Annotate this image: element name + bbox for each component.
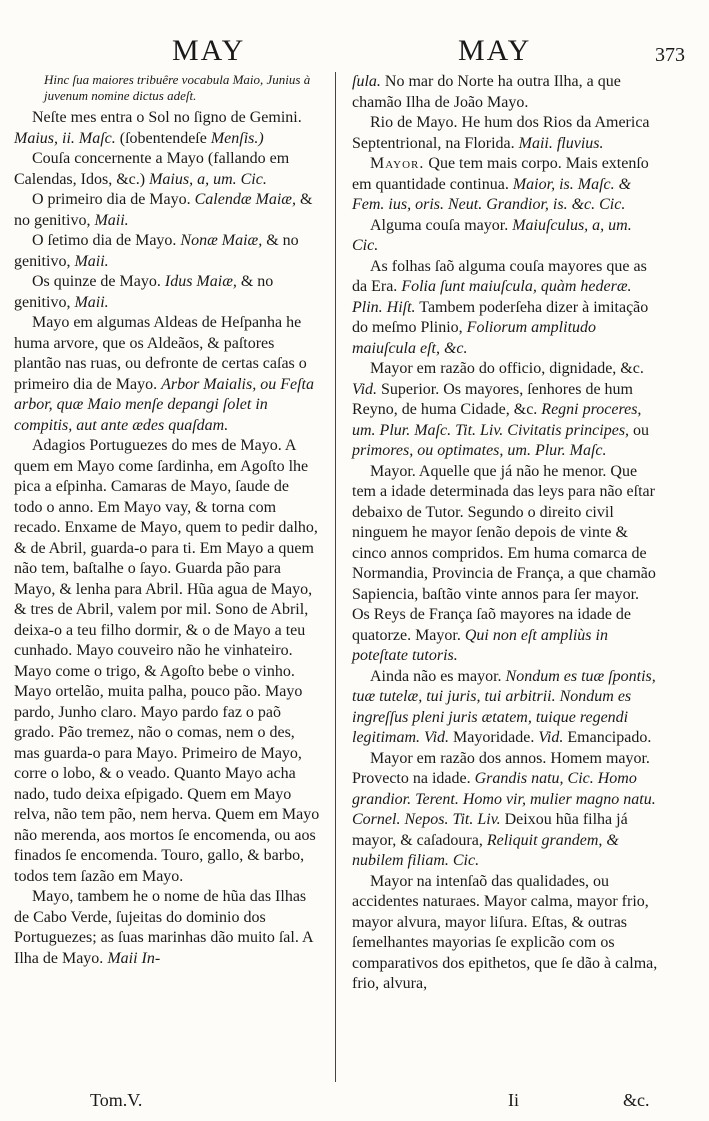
entry-paragraph bbox=[352, 667, 658, 749]
entry-text: Os quinze de Mayo. bbox=[32, 273, 161, 290]
entry-paragraph bbox=[14, 108, 320, 149]
catchword: &c. bbox=[623, 1090, 650, 1110]
entry-paragraph bbox=[352, 749, 658, 872]
entry-text: As folhas ſaõ alguma couſa mayores que as da Era. bbox=[352, 257, 647, 295]
entry-paragraph bbox=[352, 462, 658, 667]
entry-text: Mayor. Aquelle que já não he menor. Que tem a idade determinada das leys para não eſtar debaixo de Tutor. Segundo o direito civil ninguem he mayor ſenão depois de vinte & cinco annos compridos. Em huma comarca de Normandia, Provincia de França, a que chamão Sapiencia, baſtão vinte annos para ſer mayor. Os Reys de França ſaõ mayores na idade de quatorze. Mayor. bbox=[352, 462, 656, 644]
entry-paragraph bbox=[352, 872, 658, 995]
entry-text: O ſetimo dia de Mayo. bbox=[32, 232, 177, 249]
entry-text: O primeiro dia de Mayo. bbox=[32, 191, 191, 208]
right-column bbox=[352, 72, 658, 995]
latin-text: Foliorum amplitudo maiuſcula eſt, &c. bbox=[352, 319, 597, 357]
entry-paragraph bbox=[352, 72, 658, 113]
latin-text: Maiuſculus, a, um. Cic. bbox=[352, 216, 632, 254]
entry-text: Emancipado. bbox=[567, 729, 652, 746]
latin-text: primores, ou optimates, um. Plur. Maſc. bbox=[352, 442, 607, 459]
entry-paragraph bbox=[352, 216, 658, 257]
entry-text: Couſa concernente a Mayo (fallando em Calendas, Idos, &c.) bbox=[14, 150, 290, 188]
entry-paragraph bbox=[352, 154, 658, 216]
entry-paragraph bbox=[14, 190, 320, 231]
latin-text: Maii In- bbox=[107, 949, 161, 967]
signature-mark: Ii bbox=[508, 1090, 519, 1110]
latin-text: Grandis natu, Cic. Homo grandior. Terent. Homo vir, mulier magno natu. Cornel. Nepos. Tit. Liv. bbox=[352, 770, 656, 828]
entry-text: & no genitivo, bbox=[14, 232, 299, 270]
entry-paragraph bbox=[14, 272, 320, 313]
running-head-right: MAY bbox=[458, 34, 532, 67]
entry-paragraph bbox=[14, 436, 320, 887]
latin-text: Vid. bbox=[352, 380, 378, 398]
left-column bbox=[14, 72, 320, 969]
latin-text: Idus Maiæ, bbox=[164, 273, 237, 290]
entry-text: Mayo em algumas Aldeas de Heſpanha he huma arvore, que os Aldeãos, & paſtores plantão nas ruas, ou defronte de certas caſas o primeiro dia de Mayo. bbox=[14, 314, 307, 393]
latin-text: Menſis.) bbox=[210, 129, 264, 147]
entry-text: Mayoridade. bbox=[453, 729, 535, 746]
latin-text: Maius, a, um. Cic. bbox=[149, 170, 267, 188]
epigraph: Hinc ſua maiores tribuêre vocabula Maio, Junius à juvenum nomine dictus adeſt. bbox=[44, 72, 311, 103]
entry-text: Superior. Os mayores, ſenhores de hum Reyno, de huma Cidade, &c. bbox=[352, 380, 633, 418]
latin-text: Folia ſunt maiuſcula, quàm hederæ. Plin. Hiſt. bbox=[352, 278, 632, 316]
entry-paragraph bbox=[14, 149, 320, 190]
latin-text: Nonæ Maiæ, bbox=[180, 232, 263, 249]
entry-paragraph bbox=[14, 313, 320, 436]
entry-text: Tambem poderſeha dizer à imitação do meſmo Plinio, bbox=[352, 298, 649, 336]
latin-text: Nondum es tuæ ſpontis, tuæ tutelæ, tui juris, tui arbitrii. Nondum es ingreſſus pleni juris ætatem, tuique regendi legitimam. Vid. bbox=[352, 667, 656, 746]
latin-text: Regni proceres, um. Plur. Maſc. Tit. Liv. Civitatis principes, bbox=[352, 401, 642, 439]
entry-paragraph bbox=[14, 231, 320, 272]
entry-paragraph bbox=[14, 887, 320, 969]
volume-signature: Tom.V. bbox=[90, 1090, 143, 1110]
entry-paragraph bbox=[352, 359, 658, 462]
page-number: 373 bbox=[655, 44, 685, 66]
latin-text: Arbor Maialis, ou Feſta arbor, quæ Maio menſe depangi ſolet in compitis, aut ante ædes quaſdam. bbox=[14, 375, 314, 434]
entry-text: & no genitivo, bbox=[14, 273, 274, 311]
entry-text: Rio de Mayo. He hum dos Rios da America Septentrional, na Florida. bbox=[352, 114, 650, 152]
entry-text: Alguma couſa mayor. bbox=[370, 216, 509, 234]
latin-text: Reliquit grandem, & nubilem filiam. Cic. bbox=[352, 831, 619, 869]
latin-text: Calendæ Maiæ, bbox=[194, 191, 296, 208]
entry-paragraph bbox=[352, 113, 658, 154]
running-head-left: MAY bbox=[172, 34, 246, 67]
latin-text: Maii. bbox=[94, 211, 129, 229]
entry-text: Adagios Portuguezes do mes de Mayo. A quem em Mayo come ſardinha, em Agoſto lhe pica a eſpinha. Camaras de Mayo, ſaude de todo o anno. Em Mayo vay, & torna com recado. Enxame de Mayo, quem to pedir dalho, & de Abril, guarda-o para ti. Em Mayo a quem não tem, baſtalhe o ſayo. Guarda pão para Mayo, & lenha para Abril. Hũa agua de Mayo, & tres de Abril, valem por mil. Sono de Abril, deixa-o a teu filho dormir, & o de Mayo a teu cunhado. Mayo couveiro não he vinhateiro. Mayo come o trigo, & Agoſto bebe o vinho. Mayo ortelão, muita palha, pouco pão. Mayo pardo, Junho claro. Mayo pardo faz o paõ grado. Pão tremez, não o comas, nem o des, mas guarda-o para Mayo. Primeiro de Mayo, corre o lobo, & o veado. Quanto Mayo acha nado, tudo deixa eſpigado. Quem em Mayo relva, não tem pão, nem herva. Quem em Mayo não merenda, aos mortos ſe encomenda, ou aos finados ſe encomenda. Touro, gallo, & barbo, todos tem ſazão em Mayo. bbox=[14, 437, 320, 885]
entry-text: No mar do Norte ha outra Ilha, a que chamão Ilha de João Mayo. bbox=[352, 73, 621, 111]
entry-text: Que tem mais corpo. Mais extenſo em quantidade continua. bbox=[352, 155, 649, 193]
latin-text: Vid. bbox=[538, 729, 564, 746]
latin-text: Maius, ii. Maſc. bbox=[14, 129, 116, 147]
latin-text: ſula. bbox=[352, 73, 381, 90]
entry-text: Mayor em razão do officio, dignidade, &c. bbox=[370, 360, 644, 377]
entry-text: (ſobentendeſe bbox=[119, 129, 207, 147]
entry-text: Mayo, tambem he o nome de hũa das Ilhas de Cabo Verde, ſujeitas do dominio dos Portuguezes; as ſuas marinhas dão muito ſal. A Ilha de Mayo. bbox=[14, 888, 313, 967]
latin-text: Maii. fluvius. bbox=[518, 134, 604, 152]
column-divider bbox=[335, 72, 336, 1082]
entry-text: & no genitivo, bbox=[14, 191, 313, 229]
latin-text: Maii. bbox=[74, 252, 109, 270]
entry-text: Mayor na intenſaõ das qualidades, ou accidentes naturaes. Mayor calma, mayor frio, mayor alvura, mayor liſura. Eſtas, & outras ſemelhantes mayorias ſe explicão com os comparativos dos epithetos, que ſe dão à calma, frio, alvura, bbox=[352, 872, 658, 992]
headword: Mayor. bbox=[370, 155, 425, 172]
latin-text: Maii. bbox=[74, 293, 109, 311]
latin-text: Maior, is. Maſc. & Fem. ius, oris. Neut. Grandior, is. &c. Cic. bbox=[352, 175, 632, 213]
entry-text: ou bbox=[633, 421, 650, 439]
latin-text: Qui non eſt ampliùs in poteſtate tutoris. bbox=[352, 626, 608, 664]
entry-paragraph bbox=[352, 257, 658, 360]
entry-text: Deixou hũa filha já mayor, & caſadoura, bbox=[352, 811, 628, 849]
entry-text: Neſte mes entra o Sol no ſigno de Gemini. bbox=[32, 109, 302, 126]
entry-text: Mayor em razão dos annos. Homem mayor. Provecto na idade. bbox=[352, 749, 650, 787]
entry-text: Ainda não es mayor. bbox=[370, 667, 502, 685]
